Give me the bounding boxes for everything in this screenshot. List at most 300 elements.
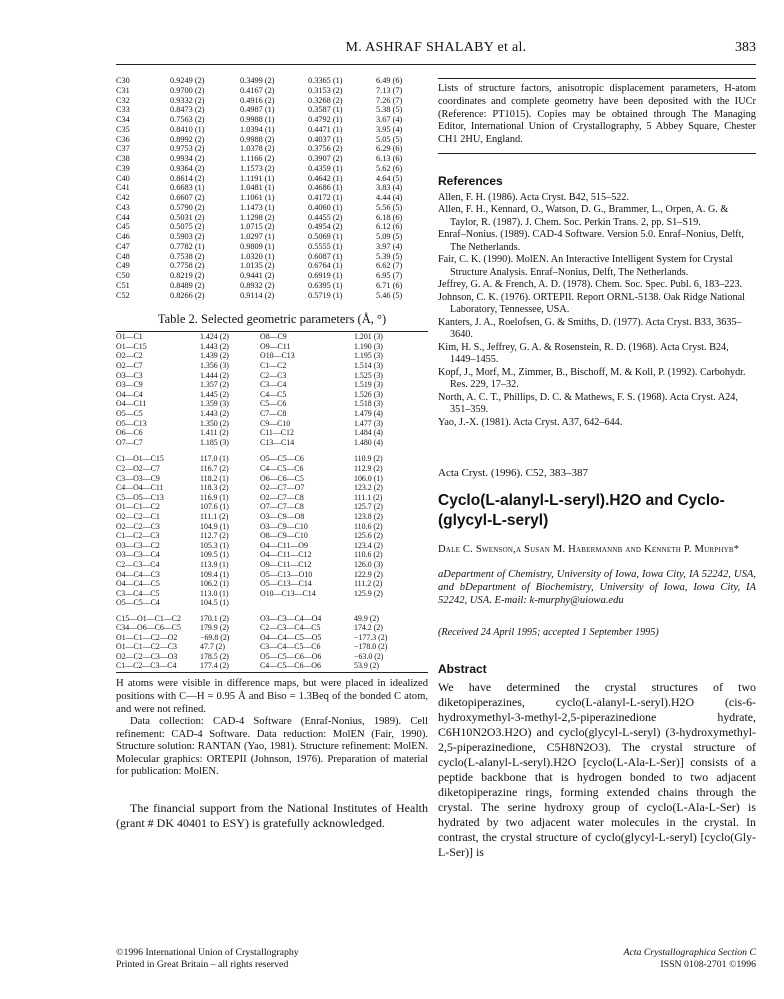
beq-value: 7.13 (7) bbox=[376, 85, 403, 95]
atoms-label: C5—O5—C13 bbox=[116, 492, 164, 502]
atoms-label: O1—C15 bbox=[116, 341, 147, 351]
beq-value: 5.56 (5) bbox=[376, 202, 403, 212]
atom-label: C42 bbox=[116, 193, 130, 202]
x-coordinate: 0.9249 (2) bbox=[170, 76, 205, 85]
atoms-label: O9—C11 bbox=[260, 341, 291, 351]
value: 1.479 (4) bbox=[354, 409, 383, 418]
beq-value: 5.05 (5) bbox=[376, 134, 403, 144]
beq-value: 7.26 (7) bbox=[376, 95, 403, 105]
atom-label: C47 bbox=[116, 241, 130, 251]
value: 1.484 (4) bbox=[354, 428, 383, 438]
value: 116.7 (2) bbox=[200, 463, 229, 473]
beq-value: 4.64 (5) bbox=[376, 173, 403, 183]
value: 116.9 (1) bbox=[200, 492, 229, 502]
bond-angles-table bbox=[116, 454, 428, 608]
value: 1.443 (2) bbox=[200, 341, 229, 351]
atoms-label: O7—C7 bbox=[116, 437, 143, 447]
beq-value: 5.62 (6) bbox=[376, 163, 403, 173]
bond-row bbox=[116, 371, 428, 381]
y-coordinate: 1.1191 (1) bbox=[240, 173, 275, 183]
value: 1.514 (3) bbox=[354, 361, 383, 371]
torsion-row bbox=[116, 661, 428, 670]
atoms-label: C5—C6 bbox=[260, 399, 287, 409]
x-coordinate: 0.7563 (2) bbox=[170, 115, 205, 124]
atom-label: C41 bbox=[116, 183, 130, 193]
atoms-label: O10—C13—C14 bbox=[260, 588, 316, 598]
atom-label: C52 bbox=[116, 290, 130, 300]
coord-row bbox=[116, 242, 402, 252]
angle-row bbox=[116, 483, 428, 493]
value: 1.424 (2) bbox=[200, 332, 229, 342]
y-coordinate: 0.3499 (2) bbox=[240, 76, 275, 85]
atomic-coordinates-table bbox=[116, 76, 402, 300]
value: 178.5 (2) bbox=[200, 651, 229, 661]
value: 1.411 (2) bbox=[200, 428, 229, 438]
y-coordinate: 1.0135 (2) bbox=[240, 261, 275, 271]
h-atoms-paragraph: H atoms were visible in difference maps, but were placed in idealized positions with C—H = 0.95 Å and Biso = 1.3Beq of the bonded C atom, and were not refined. bbox=[116, 678, 428, 715]
value: 111.2 (2) bbox=[354, 579, 383, 589]
beq-value: 6.62 (7) bbox=[376, 261, 403, 271]
value: 179.9 (2) bbox=[200, 623, 229, 633]
value: −178.0 (2) bbox=[354, 642, 388, 652]
running-header bbox=[116, 40, 756, 62]
atom-label: C43 bbox=[116, 202, 130, 212]
atoms-label: C4—O4—C11 bbox=[116, 483, 164, 493]
angle-row bbox=[116, 464, 428, 474]
atoms-label: O3—C9 bbox=[116, 380, 143, 390]
coord-row bbox=[116, 193, 402, 203]
atoms-label: C1—C2—C3 bbox=[116, 531, 160, 541]
bond-row bbox=[116, 438, 428, 448]
beq-value: 6.49 (6) bbox=[376, 76, 403, 85]
y-coordinate: 0.4987 (1) bbox=[240, 105, 275, 115]
value: 174.2 (2) bbox=[354, 623, 383, 633]
z-coordinate: 0.4172 (1) bbox=[308, 193, 343, 202]
coord-row bbox=[116, 213, 402, 223]
atoms-label: O2—C2 bbox=[116, 351, 143, 361]
value: 1.185 (3) bbox=[200, 437, 229, 447]
acta-citation: Acta Cryst. (1996). C52, 383–387 bbox=[438, 467, 589, 480]
atoms-label: C2—C3—C4—C5 bbox=[260, 623, 321, 633]
x-coordinate: 0.7782 (1) bbox=[170, 241, 205, 251]
value: 1.477 (3) bbox=[354, 418, 383, 428]
beq-value: 3.83 (4) bbox=[376, 183, 403, 193]
value: 106.2 (1) bbox=[200, 579, 229, 589]
value: 47.7 (2) bbox=[200, 642, 225, 652]
printed-line: Printed in Great Britain – all rights reserved bbox=[116, 959, 289, 970]
issn-line: ISSN 0108-2701 ©1996 bbox=[660, 959, 756, 970]
angle-row bbox=[116, 541, 428, 551]
atoms-label: O8—C9—C10 bbox=[260, 531, 308, 541]
atoms-label: C34—O6—C6—C5 bbox=[116, 623, 181, 633]
atoms-label: O1—C1 bbox=[116, 332, 143, 342]
coord-row bbox=[116, 96, 402, 106]
y-coordinate: 0.4916 (2) bbox=[240, 95, 275, 105]
atoms-label: C15—O1—C1—C2 bbox=[116, 613, 181, 623]
atoms-label: O5—C5—C6—O6 bbox=[260, 651, 322, 661]
z-coordinate: 0.5555 (1) bbox=[308, 241, 343, 251]
atoms-label: O5—C13 bbox=[116, 418, 147, 428]
value: 1.356 (3) bbox=[200, 361, 229, 371]
bond-row bbox=[116, 361, 428, 371]
atoms-label: O4—C11—C12 bbox=[260, 550, 312, 560]
beq-value: 3.67 (4) bbox=[376, 115, 403, 124]
angle-row bbox=[116, 550, 428, 560]
z-coordinate: 0.4060 (1) bbox=[308, 202, 343, 212]
atom-label: C38 bbox=[116, 154, 130, 163]
z-coordinate: 0.4455 (2) bbox=[308, 212, 343, 222]
bond-row bbox=[116, 351, 428, 361]
z-coordinate: 0.3907 (2) bbox=[308, 154, 343, 163]
z-coordinate: 0.4954 (2) bbox=[308, 222, 343, 232]
value: 117.0 (1) bbox=[200, 454, 229, 464]
coord-row bbox=[116, 281, 402, 291]
angle-row bbox=[116, 598, 428, 608]
atoms-label: C3—O3—C9 bbox=[116, 473, 160, 483]
coord-row bbox=[116, 252, 402, 262]
x-coordinate: 0.8489 (2) bbox=[170, 280, 205, 290]
value: 113.0 (1) bbox=[200, 588, 229, 598]
atom-label: C32 bbox=[116, 95, 130, 105]
beq-value: 5.09 (5) bbox=[376, 232, 403, 241]
atoms-label: O7—C7—C8 bbox=[260, 502, 304, 512]
z-coordinate: 0.3587 (1) bbox=[308, 105, 343, 115]
bond-row bbox=[116, 409, 428, 419]
software-paragraph: Data collection: CAD-4 Software (Enraf-Nonius, 1989). Cell refinement: CAD-4 Software. Data reduction: MolEN (Fair, 1990). Structure solution: RANTAN (Yao, 1981). Structure refinement: MolEN. Molecular graphics: ORTEPII (Johnson, 1976). Preparation of material for publication: MolEN. bbox=[116, 716, 428, 778]
y-coordinate: 1.1573 (2) bbox=[240, 163, 275, 173]
header-rule bbox=[116, 64, 756, 65]
z-coordinate: 0.3268 (2) bbox=[308, 95, 343, 105]
atoms-label: O5—C13—C14 bbox=[260, 579, 312, 589]
x-coordinate: 0.9332 (2) bbox=[170, 95, 205, 105]
value: 104.9 (1) bbox=[200, 521, 229, 531]
atoms-label: O8—C9 bbox=[260, 332, 287, 342]
reference-item: Kim, H. S., Jeffrey, G. A. & Rosenstein, R. D. (1968). Acta Cryst. B24, 1449–1455. bbox=[438, 341, 729, 366]
bond-row bbox=[116, 419, 428, 429]
value: 1.201 (3) bbox=[354, 332, 383, 342]
reference-item: Johnson, C. K. (1976). ORTEPII. Report ORNL-5138. Oak Ridge National Laboratory, Tennessee, USA. bbox=[438, 291, 745, 316]
atoms-label: O4—C11 bbox=[116, 399, 147, 409]
value: 105.3 (1) bbox=[200, 540, 229, 550]
value: 118.2 (1) bbox=[200, 473, 229, 483]
beq-value: 3.97 (4) bbox=[376, 241, 403, 251]
y-coordinate: 1.0481 (1) bbox=[240, 183, 275, 193]
y-coordinate: 1.0378 (2) bbox=[240, 144, 275, 154]
value: −69.8 (2) bbox=[200, 632, 230, 642]
z-coordinate: 0.4792 (1) bbox=[308, 115, 343, 124]
value: 109.5 (1) bbox=[200, 550, 229, 560]
journal-footer bbox=[623, 947, 756, 971]
coord-row bbox=[116, 86, 402, 96]
value: 1.445 (2) bbox=[200, 389, 229, 399]
atoms-label: O3—C3—C4—O4 bbox=[260, 613, 322, 623]
atoms-label: C7—C8 bbox=[260, 409, 287, 418]
z-coordinate: 0.6087 (1) bbox=[308, 251, 343, 261]
value: 1.443 (2) bbox=[200, 409, 229, 418]
value: 1.518 (3) bbox=[354, 399, 383, 409]
atoms-label: C13—C14 bbox=[260, 437, 295, 447]
coord-row bbox=[116, 164, 402, 174]
value: 126.0 (3) bbox=[354, 559, 383, 569]
angle-row bbox=[116, 570, 428, 580]
coord-row bbox=[116, 232, 402, 242]
affiliations: aDepartment of Chemistry, University of Iowa, Iowa City, IA 52242, USA, and bDepartment of Biochemistry, University of Iowa, Iowa City, IA 52242, USA. E-mail: k-murphy@uiowa.edu bbox=[438, 569, 756, 607]
running-title: M. ASHRAF SHALABY et al. bbox=[345, 40, 527, 55]
coord-row bbox=[116, 125, 402, 135]
x-coordinate: 0.5903 (2) bbox=[170, 232, 205, 241]
value: 1.519 (3) bbox=[354, 380, 383, 390]
z-coordinate: 0.5719 (1) bbox=[308, 290, 343, 300]
y-coordinate: 1.1166 (2) bbox=[240, 154, 275, 163]
beq-value: 6.18 (6) bbox=[376, 212, 403, 222]
beq-value: 6.13 (6) bbox=[376, 154, 403, 163]
atom-label: C30 bbox=[116, 76, 130, 85]
angle-row bbox=[116, 589, 428, 599]
atom-label: C50 bbox=[116, 271, 130, 280]
coord-row bbox=[116, 174, 402, 184]
y-coordinate: 1.1298 (2) bbox=[240, 212, 275, 222]
atoms-label: C2—O2—C7 bbox=[116, 463, 160, 473]
atoms-label: O5—C13—O10 bbox=[260, 569, 313, 579]
journal-name: Acta Crystallographica Section C bbox=[623, 947, 756, 958]
atoms-label: O6—C6—C5 bbox=[260, 473, 304, 483]
coord-row bbox=[116, 271, 402, 281]
value: 1.526 (3) bbox=[354, 389, 383, 399]
atoms-label: O3—C9—C10 bbox=[260, 521, 308, 531]
angle-row bbox=[116, 579, 428, 589]
reference-item: Yao, J.-X. (1981). Acta Cryst. A37, 642–644. bbox=[438, 416, 623, 428]
reference-item: Fair, C. K. (1990). MolEN. An Interactive Intelligent System for Crystal Structure Analysis. Enraf–Nonius, Delft, The Netherlands. bbox=[438, 254, 733, 278]
torsion-angles-table bbox=[116, 614, 428, 670]
atoms-label: O2—C7—C8 bbox=[260, 492, 304, 502]
atoms-label: C9—C10 bbox=[260, 418, 291, 428]
reference-item: North, A. C. T., Phillips, D. C. & Mathews, F. S. (1968). Acta Cryst. A24, 351–359. bbox=[438, 391, 738, 416]
x-coordinate: 0.8473 (2) bbox=[170, 105, 205, 115]
atom-label: C40 bbox=[116, 173, 130, 183]
reference-item: Kanters, J. A., Roelofsen, G. & Smiths, D. (1977). Acta Cryst. B33, 3635–3640. bbox=[438, 316, 742, 341]
atom-label: C51 bbox=[116, 280, 130, 290]
atoms-label: C4—C5 bbox=[260, 389, 287, 399]
z-coordinate: 0.6764 (1) bbox=[308, 261, 343, 271]
coord-row bbox=[116, 76, 402, 86]
torsion-row bbox=[116, 623, 428, 632]
atom-label: C49 bbox=[116, 261, 130, 271]
atoms-label: O3—C3 bbox=[116, 370, 143, 380]
x-coordinate: 0.9700 (2) bbox=[170, 85, 205, 95]
reference-item: Allen, F. H. (1986). Acta Cryst. B42, 515–522. bbox=[438, 191, 630, 203]
deposit-note: Lists of structure factors, anisotropic displacement parameters, H-atom coordinates and complete geometry have been deposited with the IUCr (Reference: PT1015). Copies may be obtained through The Managing Editor, International Union of Crystallography, 5 Abbey Square, Chester CH1 2HU, England. bbox=[438, 83, 756, 146]
bond-row bbox=[116, 399, 428, 409]
x-coordinate: 0.8219 (2) bbox=[170, 271, 205, 280]
references-heading: References bbox=[438, 173, 503, 188]
value: 1.357 (2) bbox=[200, 380, 229, 390]
atoms-label: O1—C1—C2—C3 bbox=[116, 642, 177, 652]
y-coordinate: 0.8932 (2) bbox=[240, 280, 275, 290]
x-coordinate: 0.9364 (2) bbox=[170, 163, 205, 173]
value: 123.2 (2) bbox=[354, 483, 383, 493]
z-coordinate: 0.3756 (2) bbox=[308, 144, 343, 154]
angle-row bbox=[116, 474, 428, 484]
atoms-label: O2—C7 bbox=[116, 361, 143, 371]
coord-row bbox=[116, 203, 402, 213]
atoms-label: O4—C11—O9 bbox=[260, 540, 308, 550]
value: 1.190 (3) bbox=[354, 341, 383, 351]
value: 104.5 (1) bbox=[200, 598, 229, 608]
atoms-label: O4—C4—C5—O5 bbox=[260, 632, 322, 642]
value: 1.525 (3) bbox=[354, 370, 383, 380]
value: 122.9 (2) bbox=[354, 569, 383, 579]
value: −63.0 (2) bbox=[354, 651, 384, 661]
deposit-bottom-rule bbox=[438, 153, 756, 154]
angle-row bbox=[116, 522, 428, 532]
atoms-label: O10—C13 bbox=[260, 351, 295, 361]
value: 125.7 (2) bbox=[354, 502, 383, 512]
y-coordinate: 1.0297 (1) bbox=[240, 232, 275, 241]
beq-value: 6.29 (6) bbox=[376, 144, 403, 154]
x-coordinate: 0.9934 (2) bbox=[170, 154, 205, 163]
value bbox=[354, 598, 428, 608]
y-coordinate: 0.9809 (1) bbox=[240, 241, 275, 251]
value: 109.4 (1) bbox=[200, 569, 229, 579]
beq-value: 5.46 (5) bbox=[376, 290, 403, 300]
table2-bottom-rule bbox=[116, 672, 428, 673]
beq-value: 6.95 (7) bbox=[376, 271, 403, 280]
value: 118.3 (2) bbox=[200, 483, 229, 493]
left-column bbox=[116, 76, 428, 843]
author-list: Dale C. Swenson,a Susan M. Habermannb and Kenneth P. Murphyb* bbox=[438, 544, 740, 556]
z-coordinate: 0.6919 (1) bbox=[308, 271, 343, 280]
y-coordinate: 0.9988 (1) bbox=[240, 115, 275, 124]
reference-item: Allen, F. H., Kennard, O., Watson, D. G., Brammer, L., Orpen, A. G. & Taylor, R. (1987). J. Chem. Soc. Perkin Trans. 2, pp. S1–S19. bbox=[438, 204, 729, 228]
value: 1.195 (3) bbox=[354, 351, 383, 361]
angle-row bbox=[116, 512, 428, 522]
atom-label: C34 bbox=[116, 115, 130, 124]
value: 110.6 (2) bbox=[354, 521, 383, 531]
funding-paragraph: The financial support from the National Institutes of Health (grant # DK 40401 to ESY) is gratefully acknowledged. bbox=[116, 801, 428, 831]
value: 49.9 (2) bbox=[354, 613, 379, 623]
atoms-label: C11—C12 bbox=[260, 428, 294, 438]
value: 110.6 (2) bbox=[354, 550, 383, 560]
atom-label: C39 bbox=[116, 163, 130, 173]
received-dates: (Received 24 April 1995; accepted 1 September 1995) bbox=[438, 627, 659, 639]
value: 123.8 (2) bbox=[354, 511, 383, 521]
x-coordinate: 0.7538 (2) bbox=[170, 251, 205, 261]
atoms-label: O3—C9—O8 bbox=[260, 511, 305, 521]
y-coordinate: 0.9441 (2) bbox=[240, 271, 275, 280]
value: 1.439 (2) bbox=[200, 351, 229, 361]
atoms-label: C2—C3 bbox=[260, 370, 287, 380]
value: 170.1 (2) bbox=[200, 613, 229, 623]
atom-label: C48 bbox=[116, 251, 130, 261]
value: 107.6 (1) bbox=[200, 502, 229, 512]
y-coordinate: 1.0320 (1) bbox=[240, 251, 275, 261]
torsion-row bbox=[116, 633, 428, 642]
x-coordinate: 0.8266 (2) bbox=[170, 290, 205, 300]
value: 1.480 (4) bbox=[354, 437, 383, 447]
coord-row bbox=[116, 222, 402, 232]
value: 1.350 (2) bbox=[200, 418, 229, 428]
atoms-label: C1—O1—C15 bbox=[116, 454, 164, 464]
beq-value: 3.95 (4) bbox=[376, 124, 403, 134]
atoms-label: O9—C11—C12 bbox=[260, 559, 312, 569]
value: 125.9 (2) bbox=[354, 588, 383, 598]
value: 53.9 (2) bbox=[354, 660, 379, 670]
atoms-label: C1—C2 bbox=[260, 361, 287, 371]
coord-row bbox=[116, 261, 402, 271]
value: 106.0 (1) bbox=[354, 473, 383, 483]
bond-row bbox=[116, 380, 428, 390]
value: 111.1 (2) bbox=[200, 511, 229, 521]
copyright-footer bbox=[116, 947, 299, 971]
value: 1.444 (2) bbox=[200, 370, 229, 380]
torsion-row bbox=[116, 614, 428, 623]
x-coordinate: 0.8410 (1) bbox=[170, 124, 205, 134]
atom-label: C31 bbox=[116, 85, 130, 95]
coord-row bbox=[116, 291, 402, 301]
z-coordinate: 0.6395 (1) bbox=[308, 280, 343, 290]
atoms-label: O4—C4—C5 bbox=[116, 579, 160, 589]
reference-item: Kopf, J., Morf, M., Zimmer, B., Bischoff, M. & Koll, P. (1992). Carbohydr. Res. 229, 17–32. bbox=[438, 366, 746, 391]
atoms-label: O5—C5—C6 bbox=[260, 454, 304, 464]
z-coordinate: 0.4642 (1) bbox=[308, 173, 343, 183]
y-coordinate: 1.0715 (2) bbox=[240, 222, 275, 232]
z-coordinate: 0.3365 (1) bbox=[308, 76, 343, 85]
atom-label: C46 bbox=[116, 232, 130, 241]
copyright-line: ©1996 International Union of Crystallography bbox=[116, 947, 299, 958]
x-coordinate: 0.9753 (2) bbox=[170, 144, 205, 154]
coord-row bbox=[116, 115, 402, 125]
atoms-label: O3—C3—C4 bbox=[116, 550, 160, 560]
coord-row bbox=[116, 105, 402, 115]
atoms-label: O2—C2—C3—O3 bbox=[116, 651, 178, 661]
z-coordinate: 0.4359 (1) bbox=[308, 163, 343, 173]
atom-label: C33 bbox=[116, 105, 130, 115]
page-number: 383 bbox=[735, 40, 756, 55]
x-coordinate: 0.6683 (1) bbox=[170, 183, 205, 193]
value: 110.9 (2) bbox=[354, 454, 383, 464]
beq-value: 6.71 (6) bbox=[376, 280, 403, 290]
angle-row bbox=[116, 502, 428, 512]
atoms-label: C2—C3—C4 bbox=[116, 559, 160, 569]
torsion-row bbox=[116, 652, 428, 661]
value: −177.3 (2) bbox=[354, 632, 388, 642]
atoms-label: C4—C5—C6 bbox=[260, 463, 304, 473]
angle-row bbox=[116, 493, 428, 503]
x-coordinate: 0.5790 (2) bbox=[170, 202, 205, 212]
atoms-label: O2—C2—C3 bbox=[116, 521, 160, 531]
angle-row bbox=[116, 560, 428, 570]
bond-lengths-table bbox=[116, 332, 428, 447]
value: 177.4 (2) bbox=[200, 660, 229, 670]
atoms-label: C1—C2—C3—C4 bbox=[116, 660, 177, 670]
atoms-label bbox=[260, 598, 354, 608]
atom-label: C45 bbox=[116, 222, 130, 232]
bond-row bbox=[116, 390, 428, 400]
z-coordinate: 0.4686 (1) bbox=[308, 183, 343, 193]
atoms-label: O1—C1—C2 bbox=[116, 502, 160, 512]
y-coordinate: 1.1061 (1) bbox=[240, 193, 275, 202]
deposit-top-rule bbox=[438, 78, 756, 79]
z-coordinate: 0.4037 (1) bbox=[308, 134, 343, 144]
y-coordinate: 0.4167 (2) bbox=[240, 85, 275, 95]
beq-value: 4.44 (4) bbox=[376, 193, 403, 202]
atoms-label: O5—C5—C4 bbox=[116, 598, 160, 608]
value: 111.1 (2) bbox=[354, 492, 383, 502]
y-coordinate: 1.0394 (1) bbox=[240, 124, 275, 134]
y-coordinate: 0.9114 (2) bbox=[240, 290, 275, 300]
abstract-text: We have determined the crystal structures of two diketopiperazines, cyclo(L-alanyl-L-seryl).H2O (cis-6-hydroxymethyl-3-methyl-2,5-piperazinedione hydrate, C6H10N2O3.H2O) and cyclo(glycyl-L-seryl) (3-hydroxymethyl-2,5-piperazinedione, C5H8N2O3). The crystal structure of cyclo(L-alanyl-L-seryl).H2O [cyclo(L-Ala-L-Ser)] consists of a peptide backbone that is hydrogen bonded to two adjacent diketopiperazine rings, forming extended chains through the crystal. The serine hydroxy group of cyclo(L-Ala-L-Ser) is hydrated by two adjacent water molecules in the crystal. In contrast, the crystal structure of cyclo(glycyl-L-seryl) [cyclo(Gly-L-Ser)] is bbox=[438, 680, 756, 860]
right-column bbox=[438, 78, 756, 860]
